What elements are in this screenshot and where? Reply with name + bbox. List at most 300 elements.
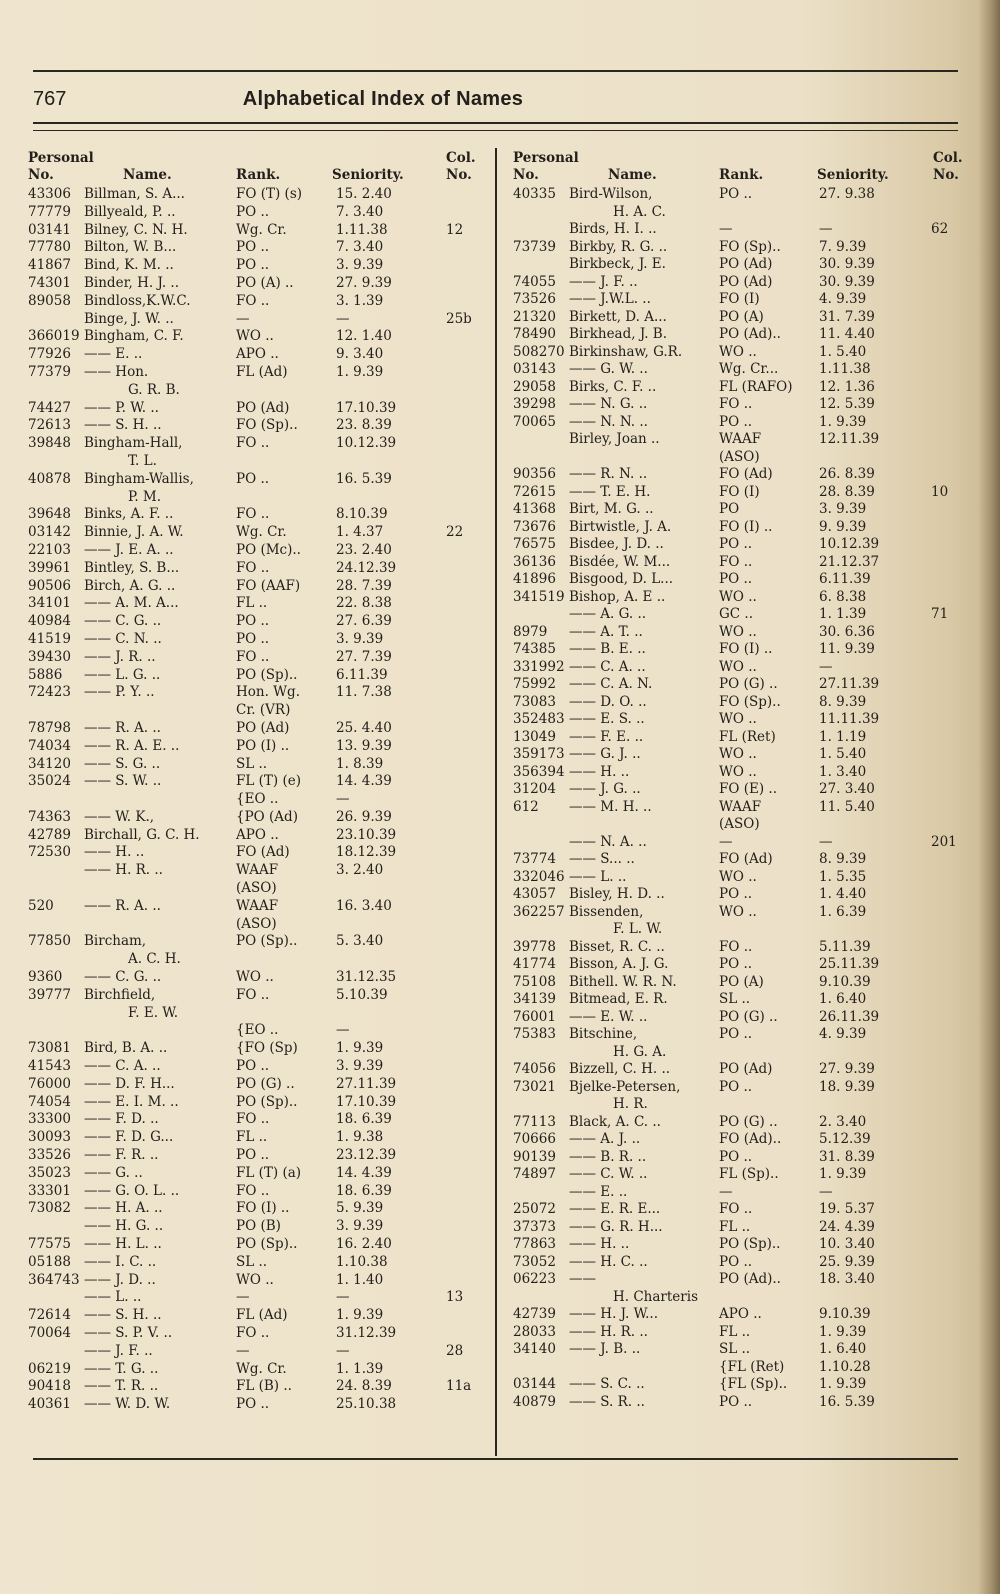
person-name: —— B. E. .. [569, 641, 646, 657]
person-name: Billyeald, P. .. [84, 203, 176, 220]
person-name: Bitschine, [569, 1026, 638, 1042]
service-number: 70666 [513, 1131, 556, 1147]
service-number: 39777 [28, 986, 71, 1003]
seniority-date: 30. 9.39 [819, 256, 875, 272]
seniority-date: 27.11.39 [336, 1075, 397, 1092]
person-name: Birchfield, [84, 986, 156, 1003]
person-name: Birtwistle, J. A. [569, 518, 672, 535]
person-name: Bingham, C. F. [84, 328, 184, 345]
rank: WAAF [719, 798, 762, 815]
index-row [28, 987, 488, 1005]
person-name: —— E. W. .. [569, 1008, 648, 1025]
seniority-date: 16. 2.40 [336, 1236, 392, 1253]
index-row [28, 1147, 488, 1165]
rank: PO .. [719, 1078, 753, 1095]
seniority-date: — [819, 658, 833, 675]
person-name: —— C. G. .. [84, 969, 162, 986]
index-row [28, 1361, 488, 1379]
seniority-date: 3. 9.39 [336, 630, 384, 647]
index-row [513, 624, 973, 642]
index-row [513, 1394, 973, 1412]
person-name: Bisley, H. D. .. [569, 886, 665, 902]
rank: FL (T) (a) [236, 1164, 302, 1181]
service-number: 40984 [28, 613, 71, 630]
person-name: —— M. H. .. [569, 798, 652, 815]
index-row [513, 414, 973, 432]
service-number: 41867 [28, 257, 71, 274]
index-row [513, 396, 973, 414]
bottom-rule [33, 1458, 958, 1460]
index-row [28, 1325, 488, 1343]
seniority-date: 14. 4.39 [336, 1164, 392, 1181]
person-name: —— S. W. .. [84, 773, 162, 790]
top-rule [33, 70, 958, 72]
seniority-date: 1. 3.40 [819, 763, 867, 780]
seniority-date: 5.11.39 [819, 938, 871, 955]
person-name: Bisdée, W. M... [569, 553, 671, 570]
seniority-date: 5.12.39 [819, 1131, 871, 1147]
seniority-date: 18. 9.39 [819, 1078, 875, 1095]
seniority-date: 1. 9.39 [819, 1166, 867, 1182]
person-name: Bingham-Hall, [84, 435, 183, 452]
index-row [513, 554, 973, 572]
service-number: 03144 [513, 1376, 556, 1392]
seniority-date: 31.12.35 [336, 969, 397, 986]
seniority-date: 11.11.39 [819, 711, 880, 727]
rank: FO (Ad) [236, 844, 290, 861]
index-row [28, 453, 488, 471]
index-row [28, 524, 488, 542]
index-row [513, 344, 973, 362]
person-name: —— J. B. .. [569, 1341, 641, 1357]
seniority-date: 1.10.28 [819, 1358, 871, 1375]
index-row [28, 560, 488, 578]
index-row [513, 1096, 973, 1114]
seniority-date: 1. 9.39 [819, 413, 867, 430]
seniority-date: 6.11.39 [336, 666, 388, 683]
index-row [28, 756, 488, 774]
seniority-date: — [336, 1342, 350, 1359]
service-number: 03141 [28, 221, 71, 238]
index-row [28, 898, 488, 916]
index-row [513, 1079, 973, 1097]
rank: FO .. [236, 292, 270, 309]
service-number: 77850 [28, 933, 71, 950]
person-name: H. R. [613, 1096, 648, 1112]
index-row [28, 595, 488, 613]
person-name: F. L. W. [613, 921, 663, 937]
index-row [513, 484, 973, 502]
person-name: Bisgood, D. L... [569, 571, 674, 587]
rank: FL (T) (e) [236, 773, 301, 790]
seniority-date: 7. 9.39 [819, 238, 867, 255]
index-row [28, 1183, 488, 1201]
rank: Wg. Cr. [236, 524, 287, 541]
rank: SL .. [236, 755, 268, 772]
seniority-date: 9.10.39 [819, 1306, 871, 1322]
person-name: —— A. J. .. [569, 1131, 641, 1147]
index-row [513, 466, 973, 484]
seniority-date: 1. 5.40 [819, 746, 867, 762]
service-number: 77926 [28, 346, 71, 363]
service-number: 352483 [513, 711, 565, 727]
person-name: —— L. .. [569, 868, 627, 885]
index-row [513, 1184, 973, 1202]
index-row [28, 506, 488, 524]
rank: FL (Sp).. [719, 1166, 779, 1182]
index-row [513, 326, 973, 344]
seniority-date: 1. 9.39 [336, 1040, 384, 1057]
rank: {EO .. [236, 791, 279, 808]
index-row [513, 1149, 973, 1167]
seniority-date: 13. 9.39 [336, 737, 392, 754]
index-row [28, 1005, 488, 1023]
rank: PO .. [719, 413, 753, 430]
service-number: 70065 [513, 413, 556, 430]
index-row [28, 275, 488, 293]
service-number: 73083 [513, 693, 556, 710]
seniority-date: 16. 3.40 [336, 897, 392, 914]
rank: WAAF [236, 862, 279, 879]
index-row [28, 1200, 488, 1218]
rank: PO .. [236, 203, 270, 220]
seniority-date: 25.10.38 [336, 1396, 397, 1413]
rank: PO (Sp).. [719, 1236, 781, 1252]
service-number: 76000 [28, 1075, 71, 1092]
service-number: 73052 [513, 1253, 556, 1270]
service-number: 359173 [513, 746, 565, 762]
rank: (ASO) [719, 816, 760, 832]
rank: FO .. [236, 435, 270, 452]
index-row [513, 379, 973, 397]
rank: PO .. [236, 257, 270, 274]
person-name: —— S. R. .. [569, 1393, 645, 1410]
person-name: —— H. G. .. [84, 1218, 164, 1235]
seniority-date: 5. 9.39 [336, 1200, 384, 1217]
index-row [513, 869, 973, 887]
seniority-date: 11. 7.38 [336, 684, 392, 701]
service-number: 34101 [28, 595, 71, 612]
person-name: Birt, M. G. .. [569, 501, 654, 517]
rank: FO (Ad).. [719, 1131, 782, 1147]
person-name: —— H. J. W... [569, 1306, 658, 1322]
person-name: H. A. C. [613, 203, 666, 220]
name-header: Name. [123, 167, 172, 183]
service-number: 77113 [513, 1113, 556, 1130]
col-number: 12 [446, 221, 464, 238]
index-row [28, 222, 488, 240]
person-name: Bintley, S. B... [84, 559, 180, 576]
seniority-date: 8. 9.39 [819, 851, 867, 867]
index-row [513, 1044, 973, 1062]
index-row [513, 221, 973, 239]
rank: PO (Sp).. [236, 1236, 298, 1253]
service-number: 05188 [28, 1253, 71, 1270]
rank: PO .. [719, 536, 753, 552]
rank: Wg. Cr. [236, 221, 287, 238]
seniority-date: 1. 6.39 [819, 903, 867, 920]
rank: Hon. Wg. [236, 684, 300, 701]
index-row [513, 729, 973, 747]
page-spine-shadow [978, 0, 1000, 1594]
seniority-date: 10.12.39 [336, 435, 397, 452]
page-header [33, 88, 973, 114]
col-number: 62 [931, 221, 949, 237]
index-row [513, 1061, 973, 1079]
person-name: —— [569, 1271, 596, 1287]
service-number: 41543 [28, 1058, 71, 1075]
seniority-date: 12. 5.39 [819, 396, 875, 412]
rank: FO (T) (s) [236, 186, 303, 202]
index-row [513, 204, 973, 222]
rank: WO .. [719, 343, 757, 360]
service-number: 43057 [513, 886, 556, 902]
right-column-header [513, 150, 973, 186]
service-number: 356394 [513, 763, 565, 780]
rank: FO (I) .. [719, 641, 773, 657]
index-row [28, 311, 488, 329]
service-number: 41368 [513, 501, 556, 517]
col-number: 13 [446, 1289, 464, 1306]
rank: PO [719, 501, 740, 517]
rank: WO .. [236, 969, 274, 986]
seniority-date: 27. 6.39 [336, 613, 392, 630]
service-number: 90139 [513, 1148, 556, 1165]
seniority-date: 18. 6.39 [336, 1182, 392, 1199]
index-row [28, 364, 488, 382]
service-number: 13049 [513, 728, 556, 745]
person-name: —— H. L. .. [84, 1236, 162, 1253]
index-row [28, 702, 488, 720]
col-number: 201 [931, 833, 957, 850]
seniority-date: 23. 2.40 [336, 541, 392, 558]
index-row [28, 239, 488, 257]
rank: PO (Ad).. [719, 1271, 781, 1287]
person-name: A. C. H. [128, 951, 181, 968]
person-name: —— C. N. .. [84, 630, 162, 647]
rank: — [719, 833, 733, 850]
person-name: G. R. B. [128, 381, 180, 398]
service-number: 366019 [28, 328, 80, 345]
service-number: 74055 [513, 273, 556, 290]
service-number: 74897 [513, 1166, 556, 1182]
seniority-date: 1. 8.39 [336, 755, 384, 772]
person-name: —— A. G. .. [569, 606, 647, 622]
service-number: 42789 [28, 826, 71, 843]
rank: FO .. [236, 559, 270, 576]
index-row [28, 631, 488, 649]
rank: FO .. [236, 506, 270, 523]
seniority-date: 1. 1.39 [336, 1360, 384, 1377]
rank: PO (Ad) [719, 256, 773, 272]
person-name: —— J. F. .. [569, 273, 638, 290]
index-row [513, 676, 973, 694]
seniority-date: 7. 3.40 [336, 203, 384, 220]
seniority-date: 2. 3.40 [819, 1113, 867, 1130]
rank: PO (Ad).. [719, 326, 781, 342]
person-name: Bircham, [84, 933, 147, 950]
index-row [513, 291, 973, 309]
service-number: 75383 [513, 1026, 556, 1042]
col-number: 11a [446, 1378, 472, 1395]
service-number: 03142 [28, 524, 71, 541]
rank: PO .. [719, 571, 753, 587]
seniority-date: 1. 6.40 [819, 991, 867, 1007]
person-name: —— N. G. .. [569, 396, 648, 412]
index-row [513, 1271, 973, 1289]
rank: PO .. [236, 1058, 270, 1075]
person-name: Bisson, A. J. G. [569, 956, 669, 972]
service-number: 74054 [28, 1093, 71, 1110]
rank: WO .. [236, 1271, 274, 1288]
person-name: Binks, A. F. .. [84, 506, 174, 523]
service-number: 74301 [28, 274, 71, 291]
service-number: 39430 [28, 648, 71, 665]
seniority-date: 16. 5.39 [336, 470, 392, 487]
index-row [513, 1359, 973, 1377]
person-name: —— A. M. A... [84, 595, 179, 612]
index-row [513, 239, 973, 257]
person-name: —— W. D. W. [84, 1396, 171, 1413]
person-name: —— J.W.L. .. [569, 291, 651, 307]
index-row [28, 400, 488, 418]
rank: PO .. [236, 1147, 270, 1164]
person-name: —— J. E. A. .. [84, 541, 174, 558]
col-number: 71 [931, 606, 949, 622]
rank: FO .. [719, 1201, 753, 1217]
seniority-date: 19. 5.37 [819, 1201, 875, 1217]
index-row [513, 1114, 973, 1132]
person-name: —— H. .. [569, 1236, 630, 1252]
rank: WO .. [719, 868, 757, 885]
seniority-date: 3. 9.39 [336, 257, 384, 274]
rank: PO (G) .. [719, 676, 778, 692]
service-number: 21320 [513, 308, 556, 325]
index-row [513, 589, 973, 607]
service-number: 41774 [513, 956, 556, 972]
index-row [28, 1040, 488, 1058]
person-name: Birds, H. I. .. [569, 221, 657, 237]
seniority-header: Seniority. [817, 167, 889, 183]
index-row [28, 720, 488, 738]
seniority-date: 7. 3.40 [336, 239, 384, 256]
seniority-date: — [336, 310, 350, 327]
seniority-date: — [819, 221, 833, 237]
rank: WO .. [719, 623, 757, 640]
person-name: —— C. A. N. [569, 676, 653, 692]
rank: PO (Ad) [236, 719, 290, 736]
rank: (ASO) [236, 880, 277, 897]
rank: FO .. [719, 553, 753, 570]
index-row [513, 799, 973, 817]
rank: {PO (Ad) [236, 808, 298, 825]
service-number: 78490 [513, 326, 556, 342]
index-row [513, 694, 973, 712]
service-number: 33300 [28, 1111, 71, 1128]
seniority-date: 26. 9.39 [336, 808, 392, 825]
seniority-date: 25. 4.40 [336, 719, 392, 736]
index-row [28, 1289, 488, 1307]
seniority-date: 1.10.38 [336, 1253, 388, 1270]
rank: PO (A) [719, 308, 764, 325]
index-row [513, 1131, 973, 1149]
index-row [513, 746, 973, 764]
personal-label: Personal [28, 150, 94, 166]
index-row [28, 738, 488, 756]
person-name: —— L. G. .. [84, 666, 161, 683]
rank: FL (RAFO) [719, 378, 793, 395]
service-number: 70064 [28, 1325, 71, 1341]
rank: FO .. [719, 938, 753, 955]
service-number: 74363 [28, 808, 71, 825]
person-name: —— C. W. .. [569, 1166, 648, 1182]
seniority-date: — [336, 791, 350, 808]
index-row [28, 667, 488, 685]
seniority-date: 6. 8.38 [819, 588, 867, 605]
seniority-date: 8.10.39 [336, 506, 388, 523]
index-row [513, 956, 973, 974]
person-name: —— F. E. .. [569, 728, 644, 745]
person-name: Bithell. W. R. N. [569, 973, 677, 990]
index-row [513, 659, 973, 677]
rank: FO (AAF) [236, 577, 301, 594]
rank: FO (Ad) [719, 466, 773, 482]
rank-header: Rank. [236, 167, 281, 183]
person-name: Binder, H. J. .. [84, 274, 180, 291]
index-row [513, 1376, 973, 1394]
person-name: —— H. .. [84, 844, 145, 861]
person-name: —— C. A. .. [84, 1058, 161, 1075]
service-number: 76575 [513, 536, 556, 552]
service-number: 33301 [28, 1182, 71, 1199]
rank: SL .. [236, 1253, 268, 1270]
service-number: 22103 [28, 541, 71, 558]
index-row [28, 969, 488, 987]
service-number: 89058 [28, 292, 71, 309]
person-name: —— P. Y. .. [84, 684, 155, 701]
service-number: 73081 [28, 1040, 71, 1057]
rank: — [236, 1289, 250, 1306]
service-number: 74056 [513, 1061, 556, 1077]
service-number: 06219 [28, 1360, 71, 1377]
no-header: No. [513, 167, 539, 183]
index-row [28, 916, 488, 934]
index-row [513, 1289, 973, 1307]
seniority-date: 27. 3.40 [819, 781, 875, 797]
service-number: 40878 [28, 470, 71, 487]
col-label: Col. [446, 150, 476, 166]
rank: FO (I) .. [719, 518, 773, 535]
index-row [28, 844, 488, 862]
rank: SL .. [719, 1341, 751, 1357]
person-name: Birkhead, J. B. [569, 326, 667, 342]
person-name: —— W. K., [84, 808, 155, 825]
rank: PO (B) [236, 1218, 281, 1235]
service-number: 75108 [513, 973, 556, 990]
index-row [513, 431, 973, 449]
person-name: Birchall, G. C. H. [84, 826, 200, 843]
index-row [28, 1272, 488, 1290]
rank: {FL (Sp).. [719, 1376, 788, 1392]
left-column-header [28, 150, 488, 186]
index-row [513, 501, 973, 519]
seniority-date: 10. 3.40 [819, 1236, 875, 1252]
service-number: 520 [28, 897, 54, 914]
person-name: Birkby, R. G. .. [569, 238, 668, 255]
index-row [513, 186, 973, 204]
service-number: 73082 [28, 1200, 71, 1217]
rank: FO (Sp).. [719, 238, 781, 255]
